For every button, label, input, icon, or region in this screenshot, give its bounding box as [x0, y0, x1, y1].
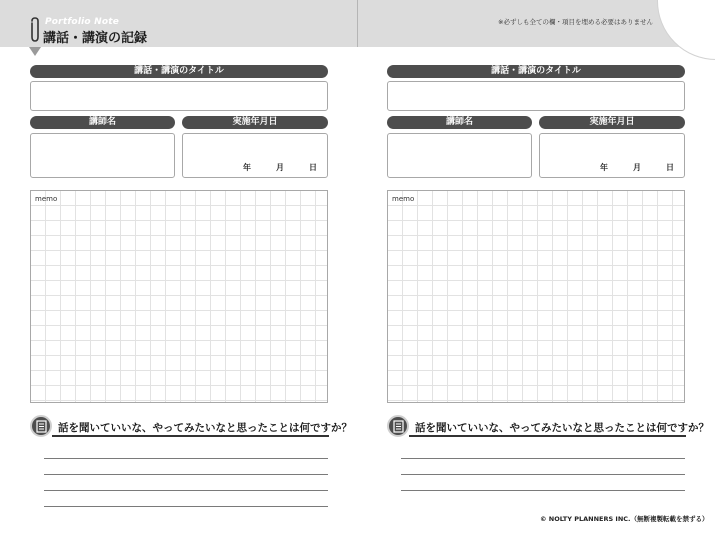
date-label: 実施年月日 — [182, 116, 328, 129]
memo-label: memo — [392, 195, 415, 203]
day-unit: 日 — [666, 163, 674, 172]
right-page — [357, 0, 715, 535]
date-field[interactable] — [539, 133, 685, 178]
answer-line[interactable] — [44, 506, 328, 507]
lecture-title-label: 講話・講演のタイトル — [30, 65, 328, 78]
answer-line[interactable] — [44, 474, 328, 475]
notebook-icon — [387, 415, 409, 437]
memo-area[interactable] — [30, 190, 328, 403]
question-text: 話を聞いていいな、やってみたいなと思ったことは何ですか？ — [415, 422, 709, 434]
answer-line[interactable] — [401, 474, 685, 475]
copyright: © NOLTY PLANNERS INC.（無断複製転載を禁ずる） — [540, 515, 709, 523]
date-label: 実施年月日 — [539, 116, 685, 129]
memo-label: memo — [35, 195, 58, 203]
year-unit: 年 — [600, 163, 608, 172]
speaker-field[interactable] — [387, 133, 532, 178]
series-label: Portfolio Note — [45, 17, 120, 27]
answer-line[interactable] — [44, 490, 328, 491]
answer-line[interactable] — [401, 490, 685, 491]
day-unit: 日 — [309, 163, 317, 172]
speaker-label: 講師名 — [30, 116, 175, 129]
speaker-label: 講師名 — [387, 116, 532, 129]
year-unit: 年 — [243, 163, 251, 172]
question-underline — [52, 435, 329, 437]
lecture-title-field[interactable] — [387, 81, 685, 111]
answer-line[interactable] — [44, 458, 328, 459]
month-unit: 月 — [633, 163, 641, 172]
answer-line[interactable] — [401, 458, 685, 459]
lecture-title-label: 講話・講演のタイトル — [387, 65, 685, 78]
question-text: 話を聞いていいな、やってみたいなと思ったことは何ですか？ — [58, 422, 352, 434]
page-title: 講話・講演の記録 — [43, 31, 148, 46]
lecture-title-field[interactable] — [30, 81, 328, 111]
notebook-icon — [30, 415, 52, 437]
month-unit: 月 — [276, 163, 284, 172]
date-field[interactable] — [182, 133, 328, 178]
memo-area[interactable] — [387, 190, 685, 403]
speaker-field[interactable] — [30, 133, 175, 178]
header-note: ※必ずしも全ての欄・項目を埋める必要はありません — [498, 18, 653, 26]
question-underline — [409, 435, 686, 437]
